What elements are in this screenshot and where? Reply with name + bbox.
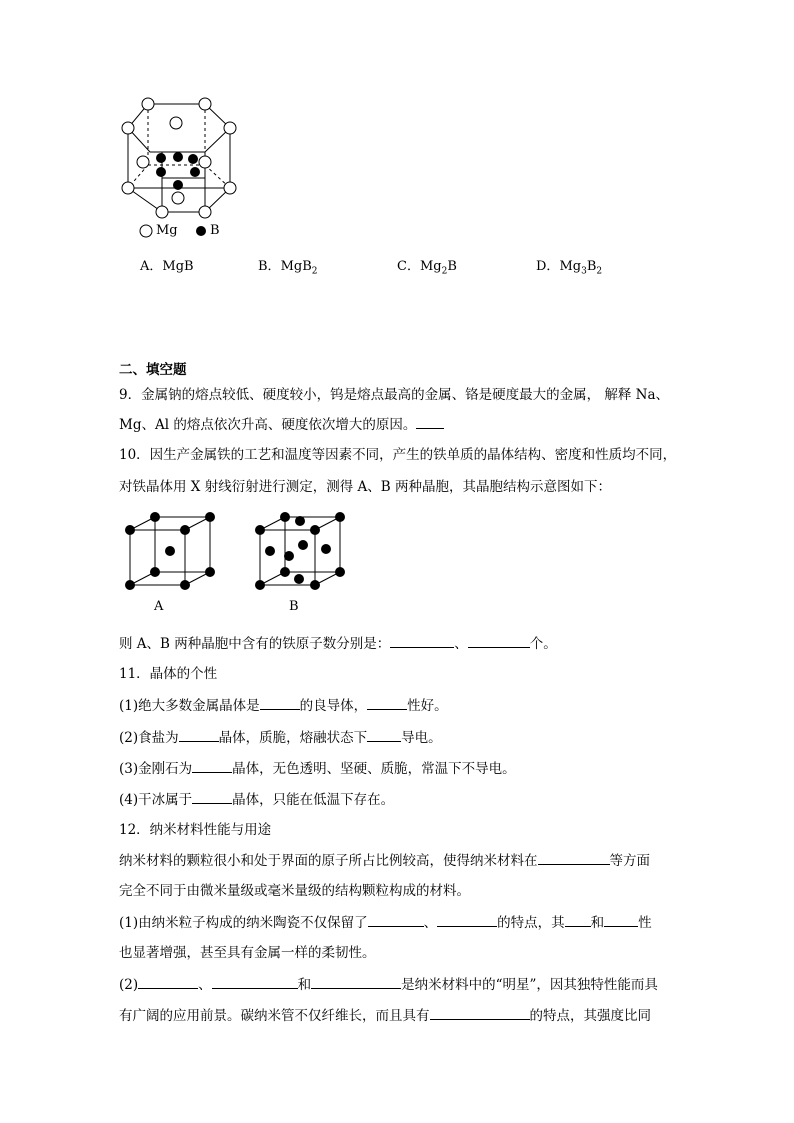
q12-blank-2c[interactable] bbox=[311, 974, 401, 989]
q12-blank-1c[interactable] bbox=[565, 912, 591, 927]
q12-blank-2b[interactable] bbox=[212, 974, 298, 989]
fe-atom bbox=[205, 567, 215, 577]
q12-sub1-line1: (1)由纳米粒子构成的纳米陶瓷不仅保留了 、 的特点，其 和 性 bbox=[119, 912, 652, 933]
q12-para2: 完全不同于由微米量级或毫米量级的结构颗粒构成的材料。 bbox=[119, 883, 470, 899]
fe-atom bbox=[298, 540, 308, 550]
option-b[interactable]: B．MgB$_2$ bbox=[258, 259, 318, 277]
fe-atom bbox=[150, 512, 160, 522]
q11-item3: (3)金刚石为 晶体，无色透明、坚硬、质脆，常温下不导电。 bbox=[119, 758, 516, 779]
q11-item1: (1)绝大多数金属晶体是 的良导体， 性好。 bbox=[119, 695, 448, 716]
q12-blank-p1[interactable] bbox=[538, 850, 610, 865]
q12-blank-1b[interactable] bbox=[437, 912, 497, 927]
option-a[interactable]: A．MgB bbox=[140, 259, 194, 274]
fe-atom bbox=[310, 580, 320, 590]
q9-line1: 9．金属钠的熔点较低、硬度较小，钨是熔点最高的金属、铬是硬度最大的金属， 解释 Na、 bbox=[119, 387, 670, 403]
q12-sub1-line2: 也显著增强，甚至具有金属一样的柔韧性。 bbox=[119, 945, 376, 961]
q11-blank-2b[interactable] bbox=[367, 727, 401, 742]
fe-atom bbox=[180, 525, 190, 535]
fe-atom bbox=[255, 580, 265, 590]
fe-atom bbox=[294, 574, 304, 584]
fe-atom bbox=[280, 512, 290, 522]
q12-sub2-line1: (2) 、 和 是纳米材料中的“明星”，因其独特性能而具 bbox=[119, 974, 658, 995]
q10-blank-b[interactable] bbox=[468, 633, 530, 648]
option-d[interactable]: D．$Mg_3B_2$ bbox=[536, 259, 603, 277]
fe-atom bbox=[321, 544, 331, 554]
fe-atom bbox=[165, 546, 175, 556]
q12-blank-2a[interactable] bbox=[138, 974, 198, 989]
q10-answer-line: 则 A、B 两种晶胞中含有的铁原子数分别是： 、 个。 bbox=[119, 633, 557, 654]
q11-title: 11．晶体的个性 bbox=[119, 666, 218, 682]
fe-atom bbox=[255, 525, 265, 535]
q12-title: 12．纳米材料性能与用途 bbox=[119, 822, 272, 838]
fe-atom bbox=[284, 551, 294, 561]
fe-atom bbox=[150, 567, 160, 577]
q11-blank-2a[interactable] bbox=[179, 727, 219, 742]
fe-atom bbox=[125, 525, 135, 535]
q9-line2: Mg、Al 的熔点依次升高、硬度依次增大的原因。 bbox=[119, 414, 444, 435]
section-title: 二、填空题 bbox=[119, 362, 187, 378]
fe-atom bbox=[280, 567, 290, 577]
legend-b-label: B bbox=[210, 223, 220, 238]
cell-a-label: A bbox=[154, 599, 164, 614]
q10-line2: 对铁晶体用 X 射线衍射进行测定，测得 A、B 两种晶胞，其晶胞结构示意图如下： bbox=[119, 479, 611, 495]
fe-atom bbox=[180, 580, 190, 590]
fe-atom bbox=[310, 525, 320, 535]
q12-blank-2d[interactable] bbox=[430, 1005, 530, 1020]
q10-blank-a[interactable] bbox=[390, 633, 454, 648]
cell-b-label: B bbox=[289, 599, 299, 614]
fe-atom bbox=[335, 567, 345, 577]
q11-blank-3[interactable] bbox=[192, 758, 232, 773]
fe-atom bbox=[265, 546, 275, 556]
q11-blank-1b[interactable] bbox=[367, 695, 407, 710]
q12-para1: 纳米材料的颗粒很小和处于界面的原子所占比例较高，使得纳米材料在 等方面 bbox=[119, 850, 650, 871]
legend-mg-label: Mg bbox=[156, 223, 178, 238]
fe-atom bbox=[205, 512, 215, 522]
fe-atom bbox=[125, 580, 135, 590]
q11-item4: (4)干冰属于 晶体，只能在低温下存在。 bbox=[119, 789, 394, 810]
q12-sub2-line2: 有广阔的应用前景。碳纳米管不仅纤维长，而且具有 的特点，其强度比同 bbox=[119, 1005, 651, 1026]
q11-item2: (2)食盐为 晶体，质脆，熔融状态下 导电。 bbox=[119, 727, 442, 748]
q10-line1: 10．因生产金属铁的工艺和温度等因素不同，产生的铁单质的晶体结构、密度和性质均不同， bbox=[119, 447, 677, 463]
option-c[interactable]: C．$Mg_2B$ bbox=[397, 259, 457, 277]
q12-blank-1d[interactable] bbox=[604, 912, 638, 927]
q11-blank-1a[interactable] bbox=[260, 695, 300, 710]
q12-blank-1a[interactable] bbox=[368, 912, 424, 927]
fe-atom bbox=[335, 512, 345, 522]
fe-atom bbox=[295, 516, 305, 526]
q11-blank-4[interactable] bbox=[192, 789, 232, 804]
